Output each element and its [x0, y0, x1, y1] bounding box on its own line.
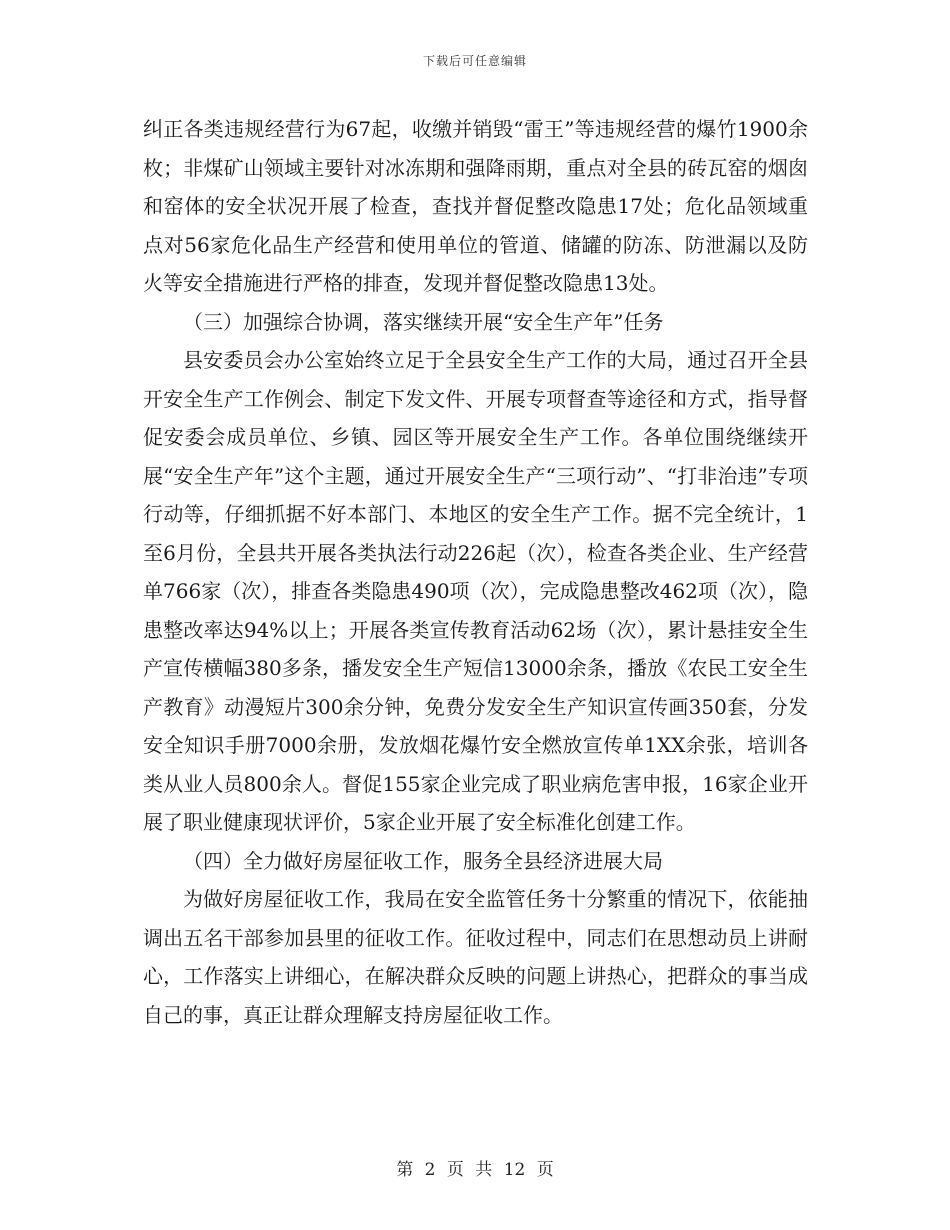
document-body	[143, 110, 808, 1034]
page-header: 下载后可任意编辑	[422, 54, 527, 68]
paragraph-section-3: 县安委员会办公室始终立足于全县安全生产工作的大局，通过召开全县开安全生产工作例会、制定下发文件、开展专项督查等途径和方式，指导督促安委会成员单位、乡镇、园区等开展安全生产工作。各单位围绕继续开展“安全生产年”这个主题，通过开展安全生产“三项行动”、“打非治违”专项行动等，仔细抓据不好本部门、本地区的安全生产工作。据不完全统计，1至6月份，全县共开展各类执法行动226起（次），检查各类企业、生产经营单766家（次），排查各类隐患490项（次），完成隐患整改462项（次），隐患整改率达94%以上；开展各类宣传教育活动62场（次），累计悬挂安全生产宣传横幅380多条，播发安全生产短信13000余条，播放《农民工安全生产教育》动漫短片300余分钟，免费分发安全生产知识宣传画350套，分发安全知识手册7000余册，发放烟花爆竹安全燃放宣传单1XX余张，培训各类从业人员800余人。督促155家企业完成了职业病危害申报，16家企业开展了职业健康现状评价，5家企业开展了安全标准化创建工作。	[143, 348, 808, 834]
section-heading-4: （四）全力做好房屋征收工作，服务全县经济进展大局	[183, 848, 663, 873]
page-number-footer: 第 2 页 共 12 页	[396, 1160, 554, 1180]
section-heading-3: （三）加强综合协调，落实继续开展“安全生产年”任务	[183, 309, 664, 334]
paragraph-continued: 纠正各类违规经营行为67起，收缴并销毁“雷王”等违规经营的爆竹1900余枚；非煤矿山领域主要针对冰冻期和强降雨期，重点对全县的砖瓦窑的烟囱和窑体的安全状况开展了检查，查找并督促整改隐患17处；危化品领域重点对56家危化品生产经营和使用单位的管道、储罐的防冻、防泄漏以及防火等安全措施进行严格的排查，发现并督促整改隐患13处。	[143, 117, 808, 295]
paragraph-section-4: 为做好房屋征收工作，我局在安全监管任务十分繁重的情况下，依能抽调出五名干部参加县里的征收工作。征收过程中，同志们在思想动员上讲耐心，工作落实上讲细心，在解决群众反映的问题上讲热心，把群众的事当成自己的事，真正让群众理解支持房屋征收工作。	[143, 887, 808, 1027]
